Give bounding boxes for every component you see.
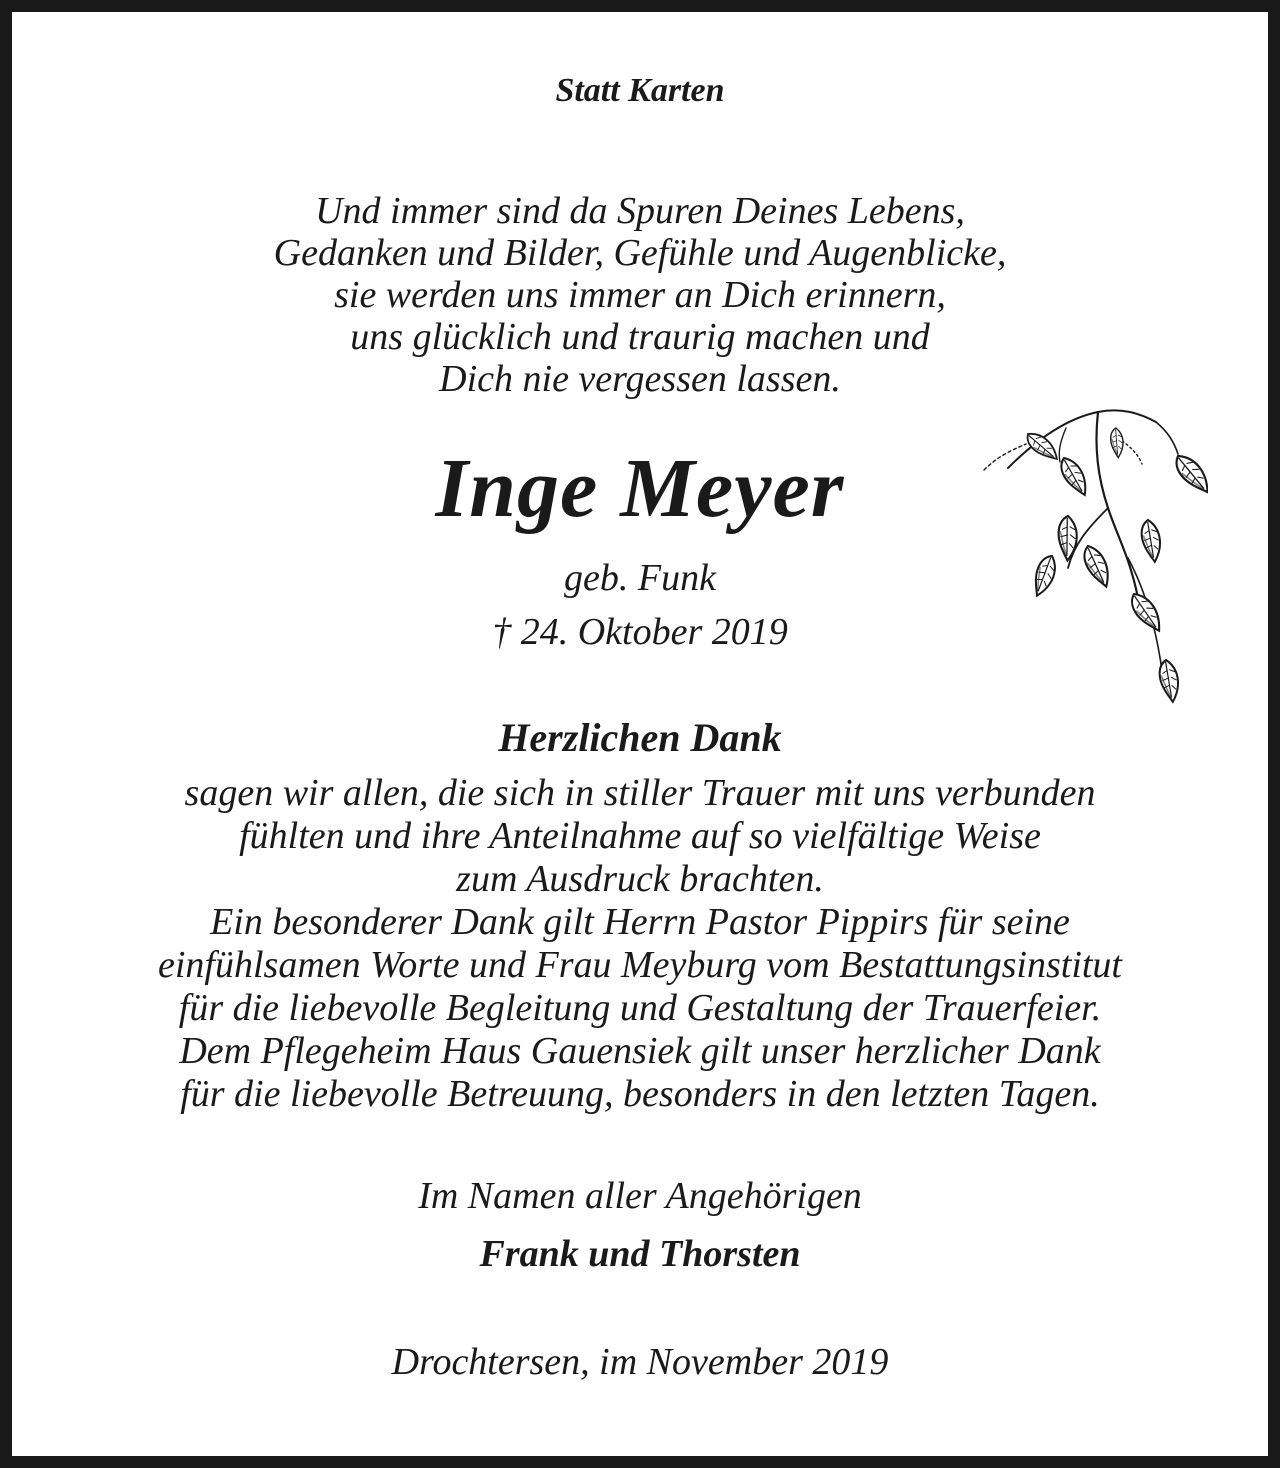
thanks-body xyxy=(0,772,1280,1116)
thanks-line: fühlten und ihre Anteilnahme auf so vielfältige Weise xyxy=(239,815,1041,857)
thanks-line: Dem Pflegeheim Haus Gauensiek gilt unser herzlicher Dank xyxy=(179,1030,1101,1072)
deceased-name: Inge Meyer xyxy=(435,442,845,535)
thanks-line: einfühlsamen Worte und Frau Meyburg vom Bestattungsinstitut xyxy=(158,944,1122,986)
poem-line: uns glücklich und traurig machen und xyxy=(350,316,930,358)
maiden-name: geb. Funk xyxy=(564,557,716,599)
poem-line: Dich nie vergessen lassen. xyxy=(439,358,841,400)
poem xyxy=(0,190,1280,400)
header-statt-karten: Statt Karten xyxy=(555,72,725,109)
signatories: Frank und Thorsten xyxy=(479,1233,801,1275)
poem-line: Und immer sind da Spuren Deines Lebens, xyxy=(315,190,965,232)
place-date: Drochtersen, im November 2019 xyxy=(391,1341,889,1383)
poem-line: Gedanken und Bilder, Gefühle und Augenblicke, xyxy=(273,232,1007,274)
birch-branch-icon xyxy=(968,398,1208,728)
thanks-line: zum Ausdruck brachten. xyxy=(456,858,824,900)
thanks-line: für die liebevolle Betreuung, besonders in den letzten Tagen. xyxy=(180,1073,1100,1115)
poem-line: sie werden uns immer an Dich erinnern, xyxy=(334,274,946,316)
thanks-line: für die liebevolle Begleitung und Gestaltung der Trauerfeier. xyxy=(178,987,1102,1029)
signoff: Im Namen aller Angehörigen xyxy=(418,1175,862,1217)
thanks-title: Herzlichen Dank xyxy=(498,715,782,760)
thanks-line: Ein besonderer Dank gilt Herrn Pastor Pippirs für seine xyxy=(210,901,1070,943)
death-date: † 24. Oktober 2019 xyxy=(492,611,788,653)
thanks-line: sagen wir allen, die sich in stiller Trauer mit uns verbunden xyxy=(184,772,1096,814)
